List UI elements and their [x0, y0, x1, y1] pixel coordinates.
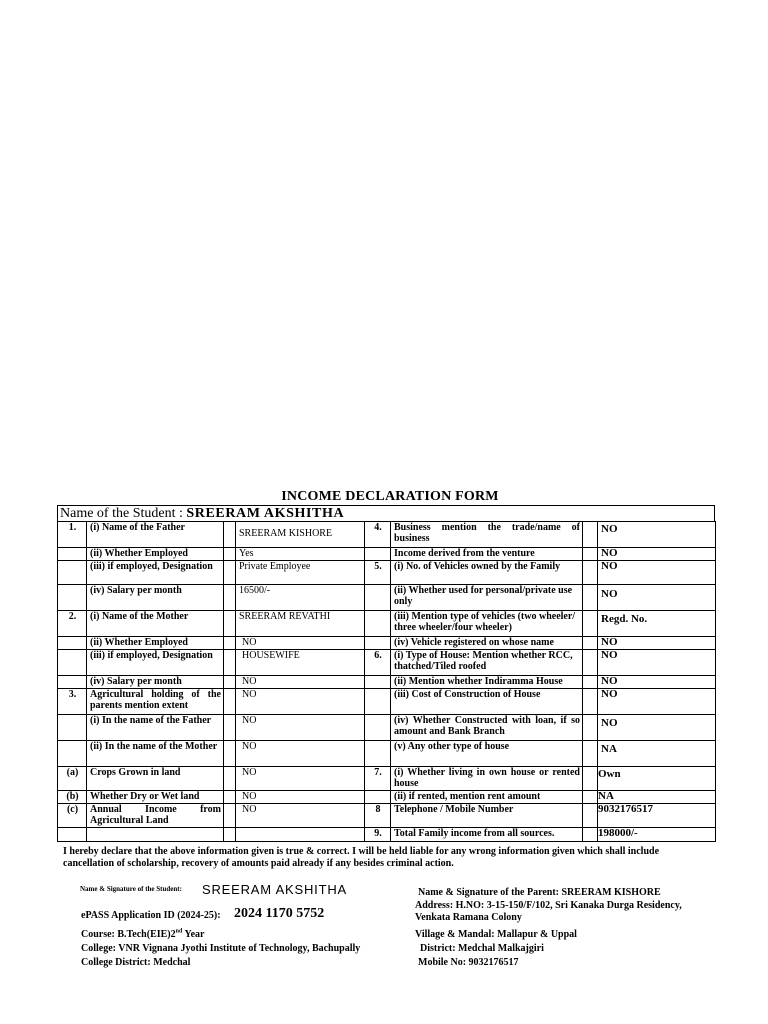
- spacer-cell: [224, 585, 236, 611]
- table-row: [58, 611, 716, 637]
- item-number: (a): [58, 767, 87, 791]
- declaration-text: I hereby declare that the above information given is true & correct. I will be held liable for any wrong information given which shall include cancellation of scholarship, recovery of amounts paid already if any besides criminal action.: [63, 846, 660, 869]
- item-number: [58, 828, 87, 842]
- item-label: (ii) Whether Employed: [87, 637, 224, 650]
- college-district-line: College District: Medchal: [81, 957, 191, 968]
- item-value: NO: [236, 741, 365, 767]
- item-value: NO: [598, 585, 716, 611]
- item-value: NO: [236, 804, 365, 828]
- item-value: SREERAM KISHORE: [236, 522, 365, 548]
- item-value: NO: [598, 715, 716, 741]
- item-value: SREERAM REVATHI: [236, 611, 365, 637]
- item-value: Own: [598, 767, 716, 791]
- item-label: Annual Income from Agricultural Land: [87, 804, 224, 828]
- spacer-cell: [224, 689, 236, 715]
- item-number: [365, 548, 391, 561]
- item-label: (iv) Salary per month: [87, 585, 224, 611]
- district-line: District: Medchal Malkajgiri: [420, 943, 544, 954]
- item-label: (iii) Mention type of vehicles (two wheeler/ three wheeler/four wheeler): [391, 611, 583, 637]
- table-row: [58, 585, 716, 611]
- college-line: College: VNR Vignana Jyothi Institute of Technology, Bachupally: [81, 943, 361, 954]
- item-number: [58, 637, 87, 650]
- income-declaration-table: [57, 521, 716, 842]
- item-label: (i) Name of the Father: [87, 522, 224, 548]
- table-row: [58, 715, 716, 741]
- spacer-cell: [224, 676, 236, 689]
- table-row: [58, 650, 716, 676]
- item-label: (i) No. of Vehicles owned by the Family: [391, 561, 583, 585]
- spacer-cell: [583, 585, 598, 611]
- item-number: 5.: [365, 561, 391, 585]
- spacer-cell: [583, 676, 598, 689]
- item-number: (c): [58, 804, 87, 828]
- table-row: [58, 676, 716, 689]
- table-row: [58, 522, 716, 548]
- student-signature-name: SREERAM AKSHITHA: [202, 882, 347, 897]
- item-value: NO: [598, 548, 716, 561]
- table-row: [58, 689, 716, 715]
- spacer-cell: [583, 715, 598, 741]
- table-row: [58, 767, 716, 791]
- student-name-value: SREERAM AKSHITHA: [186, 506, 345, 521]
- student-name-label: Name of the Student :: [60, 506, 183, 521]
- item-value: NO: [236, 637, 365, 650]
- spacer-cell: [224, 548, 236, 561]
- table-row: [58, 804, 716, 828]
- spacer-cell: [224, 650, 236, 676]
- form-title: INCOME DECLARATION FORM: [281, 489, 499, 504]
- spacer-cell: [583, 650, 598, 676]
- spacer-cell: [583, 767, 598, 791]
- item-number: [365, 611, 391, 637]
- item-number: [58, 676, 87, 689]
- item-label: (ii) In the name of the Mother: [87, 741, 224, 767]
- spacer-cell: [224, 767, 236, 791]
- item-label: Total Family income from all sources.: [391, 828, 583, 842]
- item-number: 1.: [58, 522, 87, 548]
- item-value: Yes: [236, 548, 365, 561]
- item-label: (iii) Cost of Construction of House: [391, 689, 583, 715]
- table-row: [58, 637, 716, 650]
- epass-application-id: 2024 1170 5752: [234, 906, 325, 921]
- item-value: NA: [598, 741, 716, 767]
- course-line: [81, 929, 204, 940]
- table-row: [58, 561, 716, 585]
- spacer-cell: [224, 791, 236, 804]
- spacer-cell: [583, 804, 598, 828]
- item-number: [58, 650, 87, 676]
- spacer-cell: [224, 804, 236, 828]
- item-value: Regd. No.: [598, 611, 716, 637]
- item-value: NO: [598, 637, 716, 650]
- table-row: [58, 791, 716, 804]
- spacer-cell: [224, 561, 236, 585]
- item-label: Agricultural holding of the parents mention extent: [87, 689, 224, 715]
- item-value: NO: [598, 650, 716, 676]
- mobile-line: Mobile No: 9032176517: [418, 957, 519, 968]
- parent-address-line-1: Address: H.NO: 3-15-150/F/102, Sri Kanaka Durga Residency,: [415, 900, 682, 911]
- spacer-cell: [583, 791, 598, 804]
- item-label: (ii) Whether used for personal/private use only: [391, 585, 583, 611]
- item-number: [58, 741, 87, 767]
- item-label: (iii) if employed, Designation: [87, 561, 224, 585]
- item-label: (ii) if rented, mention rent amount: [391, 791, 583, 804]
- item-number: 8: [365, 804, 391, 828]
- spacer-cell: [583, 828, 598, 842]
- course-ordinal: nd: [175, 928, 183, 935]
- table-row: [58, 548, 716, 561]
- item-value: NA: [598, 791, 716, 804]
- spacer-cell: [224, 522, 236, 548]
- spacer-cell: [583, 741, 598, 767]
- course-year: Year: [182, 929, 205, 940]
- item-number: [58, 561, 87, 585]
- item-label: (i) Name of the Mother: [87, 611, 224, 637]
- item-label: (iv) Whether Constructed with loan, if so amount and Bank Branch: [391, 715, 583, 741]
- item-number: [365, 741, 391, 767]
- item-number: 2.: [58, 611, 87, 637]
- table-row: [58, 828, 716, 842]
- item-value: 9032176517: [598, 804, 716, 828]
- item-label: Crops Grown in land: [87, 767, 224, 791]
- item-number: 7.: [365, 767, 391, 791]
- item-number: [58, 715, 87, 741]
- spacer-cell: [583, 561, 598, 585]
- item-label: (i) Whether living in own house or rented house: [391, 767, 583, 791]
- item-value: Private Employee: [236, 561, 365, 585]
- item-number: 9.: [365, 828, 391, 842]
- item-number: [58, 585, 87, 611]
- item-value: NO: [598, 676, 716, 689]
- item-label: Business mention the trade/name of business: [391, 522, 583, 548]
- parent-signature-line: Name & Signature of the Parent: SREERAM KISHORE: [418, 887, 661, 898]
- epass-label: ePASS Application ID (2024-25):: [81, 910, 221, 921]
- item-number: [365, 585, 391, 611]
- item-value: NO: [236, 689, 365, 715]
- parent-address-line-2: Venkata Ramana Colony: [415, 912, 522, 923]
- spacer-cell: [583, 548, 598, 561]
- item-value: [236, 828, 365, 842]
- spacer-cell: [224, 637, 236, 650]
- item-value: NO: [236, 715, 365, 741]
- item-number: [365, 676, 391, 689]
- item-value: NO: [598, 561, 716, 585]
- item-label: Income derived from the venture: [391, 548, 583, 561]
- item-label: [87, 828, 224, 842]
- student-name-row: [57, 505, 715, 522]
- spacer-cell: [224, 741, 236, 767]
- item-label: (i) In the name of the Father: [87, 715, 224, 741]
- item-label: (ii) Mention whether Indiramma House: [391, 676, 583, 689]
- village-mandal-line: Village & Mandal: Mallapur & Uppal: [415, 929, 577, 940]
- item-number: [365, 715, 391, 741]
- item-number: [365, 637, 391, 650]
- student-signature-label: Name & Signature of the Student:: [80, 885, 182, 893]
- spacer-cell: [583, 522, 598, 548]
- spacer-cell: [224, 715, 236, 741]
- item-number: (b): [58, 791, 87, 804]
- item-number: [58, 548, 87, 561]
- item-value: NO: [598, 522, 716, 548]
- item-value: NO: [598, 689, 716, 715]
- item-label: (ii) Whether Employed: [87, 548, 224, 561]
- item-value: 16500/-: [236, 585, 365, 611]
- item-number: [365, 689, 391, 715]
- item-value: NO: [236, 767, 365, 791]
- item-label: (iv) Salary per month: [87, 676, 224, 689]
- item-number: 3.: [58, 689, 87, 715]
- item-label: (v) Any other type of house: [391, 741, 583, 767]
- item-label: Whether Dry or Wet land: [87, 791, 224, 804]
- item-value: HOUSEWIFE: [236, 650, 365, 676]
- item-value: NO: [236, 676, 365, 689]
- item-label: Telephone / Mobile Number: [391, 804, 583, 828]
- item-label: (i) Type of House: Mention whether RCC, thatched/Tiled roofed: [391, 650, 583, 676]
- spacer-cell: [583, 637, 598, 650]
- spacer-cell: [224, 828, 236, 842]
- spacer-cell: [224, 611, 236, 637]
- item-value: NO: [236, 791, 365, 804]
- item-label: (iv) Vehicle registered on whose name: [391, 637, 583, 650]
- spacer-cell: [583, 611, 598, 637]
- spacer-cell: [583, 689, 598, 715]
- course-text: Course: B.Tech(EIE)2: [81, 929, 176, 940]
- table-row: [58, 741, 716, 767]
- item-number: [365, 791, 391, 804]
- item-label: (iii) if employed, Designation: [87, 650, 224, 676]
- item-number: 4.: [365, 522, 391, 548]
- item-value: 198000/-: [598, 828, 716, 842]
- item-number: 6.: [365, 650, 391, 676]
